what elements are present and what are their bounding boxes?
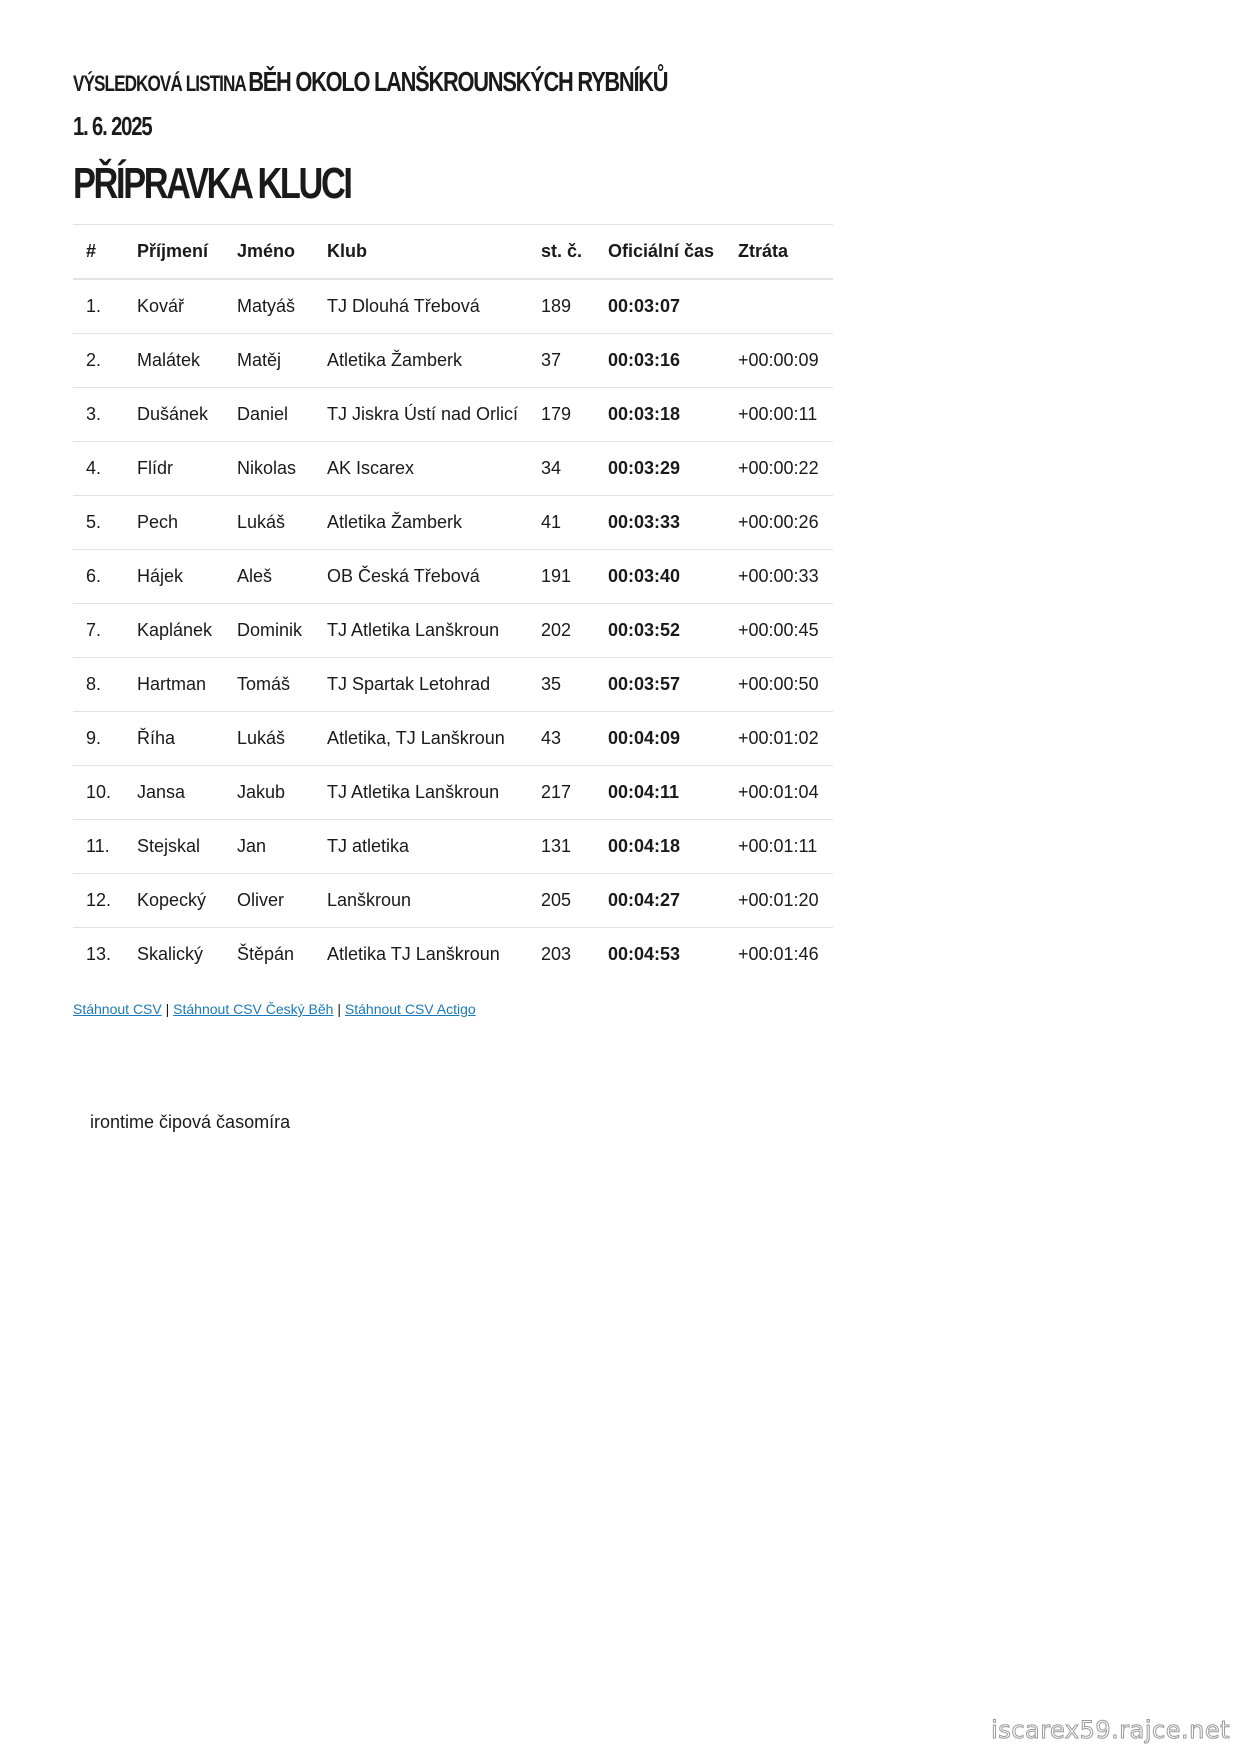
cell-bib: 179 — [528, 388, 595, 442]
table-row — [73, 279, 833, 334]
column-header-surname: Příjmení — [124, 225, 224, 280]
cell-club: Atletika Žamberk — [314, 334, 528, 388]
results-table — [73, 224, 833, 981]
cell-time: 00:03:29 — [595, 442, 725, 496]
cell-name: Oliver — [224, 874, 314, 928]
cell-surname: Malátek — [124, 334, 224, 388]
cell-club: TJ Spartak Letohrad — [314, 658, 528, 712]
cell-surname: Hájek — [124, 550, 224, 604]
cell-club: Atletika, TJ Lanškroun — [314, 712, 528, 766]
cell-name: Daniel — [224, 388, 314, 442]
cell-rank: 3. — [73, 388, 124, 442]
cell-rank: 7. — [73, 604, 124, 658]
cell-name: Lukáš — [224, 496, 314, 550]
download-csv-link[interactable]: Stáhnout CSV — [73, 1001, 162, 1017]
cell-rank: 6. — [73, 550, 124, 604]
cell-loss: +00:00:09 — [725, 334, 833, 388]
cell-rank: 13. — [73, 928, 124, 982]
cell-club: Atletika TJ Lanškroun — [314, 928, 528, 982]
cell-name: Štěpán — [224, 928, 314, 982]
table-row — [73, 442, 833, 496]
cell-bib: 189 — [541, 296, 572, 316]
cell-rank: 9. — [73, 712, 124, 766]
cell-surname: Stejskal — [124, 820, 224, 874]
cell-loss: +00:00:11 — [725, 388, 833, 442]
cell-bib: 35 — [528, 658, 595, 712]
cell-surname: Skalický — [124, 928, 224, 982]
table-row — [73, 874, 833, 928]
cell-surname: Jansa — [124, 766, 224, 820]
cell-time: 00:03:16 — [595, 334, 725, 388]
table-row — [73, 334, 833, 388]
cell-name: Lukáš — [224, 712, 314, 766]
cell-name: Nikolas — [224, 442, 314, 496]
cell-rank: 4. — [73, 442, 124, 496]
cell-name: Aleš — [224, 550, 314, 604]
cell-surname: Flídr — [124, 442, 224, 496]
cell-surname: Pech — [124, 496, 224, 550]
cell-time: 00:03:18 — [595, 388, 725, 442]
table-row — [73, 766, 833, 820]
table-row — [73, 820, 833, 874]
cell-time: 00:03:57 — [595, 658, 725, 712]
cell-name: Jakub — [224, 766, 314, 820]
cell-name: Matěj — [224, 334, 314, 388]
table-row — [73, 550, 833, 604]
cell-time: 00:04:18 — [595, 820, 725, 874]
cell-loss: +00:01:11 — [725, 820, 833, 874]
table-row — [73, 658, 833, 712]
cell-name: Dominik — [224, 604, 314, 658]
cell-time: 00:04:09 — [595, 712, 725, 766]
cell-name: Matyáš — [237, 296, 296, 316]
cell-club: OB Česká Třebová — [314, 550, 528, 604]
cell-club: TJ Atletika Lanškroun — [314, 604, 528, 658]
cell-loss: +00:01:02 — [725, 712, 833, 766]
cell-surname: Hartman — [124, 658, 224, 712]
cell-club: TJ Jiskra Ústí nad Orlicí — [314, 388, 528, 442]
results-title — [73, 62, 667, 102]
cell-time: 00:04:11 — [595, 766, 725, 820]
cell-time: 00:03:07 — [608, 296, 681, 316]
download-csv-cesky-beh-link[interactable]: Stáhnout CSV Český Běh — [173, 1001, 334, 1017]
cell-bib: 34 — [528, 442, 595, 496]
download-links — [73, 1001, 476, 1017]
table-row — [73, 604, 833, 658]
column-header-name: Jméno — [224, 225, 314, 280]
cell-rank: 2. — [73, 334, 124, 388]
link-separator: | — [337, 1001, 341, 1017]
cell-loss: +00:00:22 — [725, 442, 833, 496]
cell-loss: +00:01:20 — [725, 874, 833, 928]
cell-loss: +00:00:45 — [725, 604, 833, 658]
table-row — [73, 388, 833, 442]
cell-time: 00:03:33 — [595, 496, 725, 550]
column-header-bib: st. č. — [528, 225, 595, 280]
results-body — [73, 279, 833, 981]
timing-provider-text: irontime čipová časomíra — [90, 1112, 291, 1132]
cell-surname: Dušánek — [124, 388, 224, 442]
table-row — [73, 496, 833, 550]
watermark: iscarex59.rajce.net — [991, 1716, 1230, 1744]
table-header-row — [73, 225, 833, 280]
cell-loss: +00:00:33 — [725, 550, 833, 604]
cell-club: Lanškroun — [314, 874, 528, 928]
cell-rank: 8. — [73, 658, 124, 712]
cell-surname: Kovář — [137, 296, 185, 316]
cell-surname: Kaplánek — [124, 604, 224, 658]
cell-club: AK Iscarex — [314, 442, 528, 496]
cell-time: 00:03:52 — [595, 604, 725, 658]
cell-surname: Říha — [124, 712, 224, 766]
cell-time: 00:03:40 — [595, 550, 725, 604]
category-title: PŘÍPRAVKA KLUCI — [73, 159, 351, 208]
cell-bib: 191 — [528, 550, 595, 604]
download-csv-actigo-link[interactable]: Stáhnout CSV Actigo — [344, 1001, 476, 1017]
cell-bib: 202 — [528, 604, 595, 658]
cell-bib: 205 — [528, 874, 595, 928]
event-date: 1. 6. 2025 — [73, 111, 152, 141]
cell-surname: Kopecký — [124, 874, 224, 928]
cell-loss: +00:01:46 — [725, 928, 833, 982]
cell-club: Atletika Žamberk — [314, 496, 528, 550]
cell-rank: 12. — [73, 874, 124, 928]
cell-name: Tomáš — [224, 658, 314, 712]
cell-bib: 37 — [528, 334, 595, 388]
link-separator: | — [165, 1001, 170, 1017]
cell-rank: 5. — [73, 496, 124, 550]
cell-rank: 11. — [73, 820, 124, 874]
cell-loss: +00:00:26 — [725, 496, 833, 550]
cell-bib: 217 — [528, 766, 595, 820]
cell-loss — [725, 279, 833, 334]
cell-club: TJ Atletika Lanškroun — [314, 766, 528, 820]
column-header-loss: Ztráta — [725, 225, 833, 280]
page-header — [73, 62, 835, 102]
column-header-time: Oficiální čas — [595, 225, 725, 280]
cell-bib: 43 — [528, 712, 595, 766]
table-row — [73, 928, 833, 982]
cell-name: Jan — [224, 820, 314, 874]
cell-club: TJ Dlouhá Třebová — [327, 296, 480, 316]
event-name: BĚH OKOLO LANŠKROUNSKÝCH RYBNÍKŮ — [248, 66, 668, 97]
cell-loss: +00:01:04 — [725, 766, 833, 820]
results-list-label: VÝSLEDKOVÁ LISTINA — [73, 71, 246, 96]
cell-time: 00:04:27 — [595, 874, 725, 928]
cell-bib: 131 — [528, 820, 595, 874]
cell-time: 00:04:53 — [595, 928, 725, 982]
cell-bib: 41 — [528, 496, 595, 550]
cell-club: TJ atletika — [314, 820, 528, 874]
table-row — [73, 712, 833, 766]
column-header-club: Klub — [314, 225, 528, 280]
cell-rank: 1. — [86, 296, 102, 316]
column-header-rank: # — [73, 225, 124, 280]
cell-bib: 203 — [528, 928, 595, 982]
cell-rank: 10. — [73, 766, 124, 820]
cell-loss: +00:00:50 — [725, 658, 833, 712]
